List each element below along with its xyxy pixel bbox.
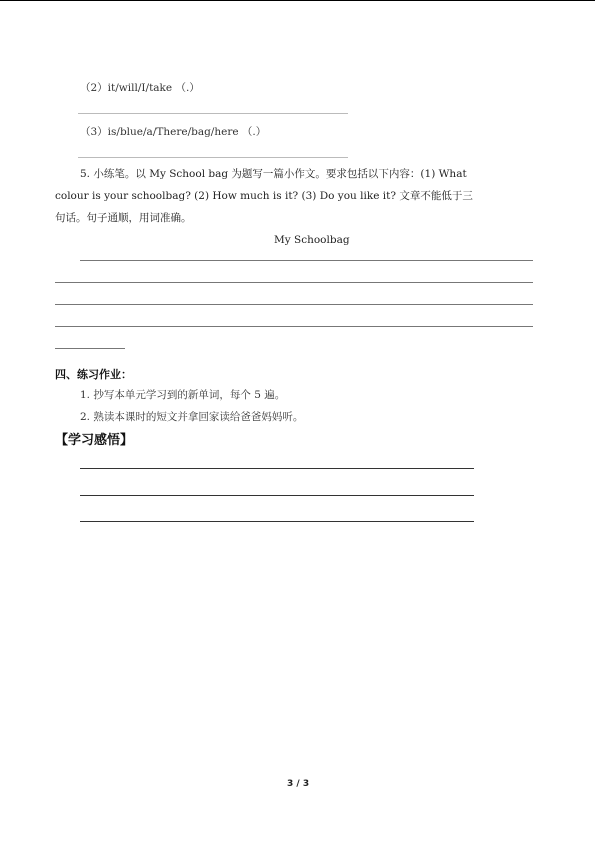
answer-line-q2[interactable] (78, 113, 348, 114)
essay-title: My Schoolbag (274, 234, 350, 246)
page-number: 3 / 3 (287, 779, 310, 789)
question-3: （3）is/blue/a/There/bag/here （.） (80, 126, 267, 138)
answer-line-q3[interactable] (78, 157, 348, 158)
section-4-heading: 四、练习作业： (55, 368, 132, 381)
essay-writing-line-3[interactable] (55, 304, 533, 305)
essay-writing-line-4[interactable] (55, 326, 533, 327)
reflection-line-2[interactable] (80, 495, 474, 496)
homework-item-2: 2. 熟读本课时的短文并拿回家读给爸爸妈妈听。 (80, 411, 304, 423)
reflection-line-1[interactable] (80, 468, 474, 469)
reflection-title: 【学习感悟】 (55, 433, 134, 448)
essay-writing-line-5[interactable] (55, 348, 125, 349)
page-top-border (0, 0, 595, 1)
essay-writing-line-2[interactable] (55, 282, 533, 283)
task5-line-3: 句话。句子通顺，用词准确。 (55, 212, 192, 224)
homework-item-1: 1. 抄写本单元学习到的新单词，每个 5 遍。 (80, 389, 286, 401)
task5-line-1: 5. 小练笔。以 My School bag 为题写一篇小作文。要求包括以下内容：(1) What (80, 168, 467, 180)
question-2: （2）it/will/I/take （.） (80, 82, 200, 94)
reflection-line-3[interactable] (80, 521, 474, 522)
task5-line-2: colour is your schoolbag? (2) How much is it? (3) Do you like it? 文章不能低于三 (55, 190, 473, 202)
essay-writing-line-1[interactable] (80, 260, 533, 261)
